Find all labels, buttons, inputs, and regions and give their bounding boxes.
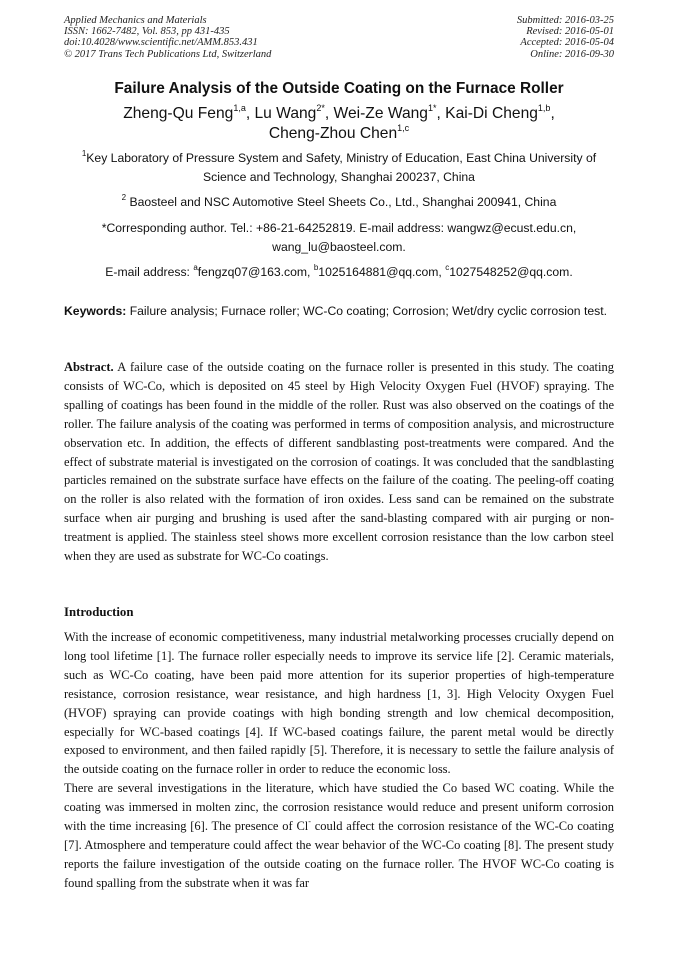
- section-heading: Introduction: [64, 605, 134, 619]
- paragraph: With the increase of economic competitiveness, many industrial metalworking processes crucially depend on long tool lifetime [1]. The furnace roller especially needs to improve its service life [2]. Ceramic materials, such as WC-Co coating, have been paid more attention for its superior properties of high-temperature resistance, corrosion resistance, wear resistance, and high hardness [1, 3]. High Velocity Oxygen Fuel (HVOF) spraying can provide coatings with high bonding strength and low chemical decomposition, especially for WC-based coatings [4]. If WC-based coatings failure, the parent metal would be directly exposed to environment, and then failed rapidly [5]. Therefore, it is necessary to settle the failure analysis of the outside coating on the furnace roller in order to reduce the economic loss.: [64, 630, 614, 777]
- paper-title: Failure Analysis of the Outside Coating on the Furnace Roller: [114, 80, 564, 97]
- introduction-body: [64, 628, 614, 893]
- date-submitted: Submitted: 2016-03-25: [516, 15, 614, 26]
- journal-info: [64, 15, 271, 60]
- journal-copyright: © 2017 Trans Tech Publications Ltd, Switzerland: [64, 48, 272, 60]
- journal-doi: doi:10.4028/www.scientific.net/AMM.853.431: [64, 37, 258, 49]
- author-list: [40, 104, 638, 144]
- date-online: Online: 2016-09-30: [530, 48, 614, 60]
- abstract: [64, 358, 614, 566]
- journal-issn: ISSN: 1662-7482, Vol. 853, pp 431-435: [64, 26, 230, 38]
- keywords: [64, 302, 614, 321]
- journal-name: Applied Mechanics and Materials: [64, 15, 207, 26]
- author: Zheng-Qu Feng$^{1,a}$,: [123, 103, 255, 122]
- keywords-label: Keywords:: [64, 304, 127, 318]
- abstract-text: A failure case of the outside coating on the furnace roller is presented in this study. The coating consists of WC-Co, which is deposited on 45 steel by High Velocity Oxygen Fuel (HVOF) spraying. The spalling of coatings has been found in the middle of the roller. Rust was also observed on the coatings of the roller. The failure analysis of the coating was performed in terms of composition analysis, and microstructure observation etc. In addition, the effects of different sandblasting post-treatments were compared. And the effect of substrate material is investigated on the corrosion of coatings. It was concluded that the sandblasting particles remained on the substrate surface have effects on the failure of the coating. The peeling-off coating on the roller is also related with the formation of iron oxides. Less sand can be remained on the substrate surface when air purging and brushing is used after the sand-blasting compared with air purging or non-treatment is applied. The stainless steel shows more excellent corrosion resistance than the low carbon steel when they are used as substrate for WC-Co coatings.: [64, 360, 614, 564]
- abstract-label: Abstract.: [64, 360, 114, 374]
- affiliation-1: $^1$Key Laboratory of Pressure System and Safety, Ministry of Education, East China University of Science and Technology, Shanghai 200237, China: [81, 149, 597, 184]
- author: Lu Wang$^{2*}$,: [254, 103, 334, 122]
- publication-dates: [517, 15, 614, 60]
- author: Wei-Ze Wang$^{1*}$,: [333, 103, 446, 122]
- affiliation-2: $^2$ Baosteel and NSC Automotive Steel Sheets Co., Ltd., Shanghai 200941, China: [121, 193, 557, 209]
- date-revised: Revised: 2016-05-01: [526, 26, 614, 38]
- paragraph: There are several investigations in the literature, which have studied the Co based WC coating. While the coating was immersed in molten zinc, the corrosion resistance would reduce and present uniform corrosion with the time increasing [6]. The presence of Cl- could affect the corrosion resistance of the WC-Co coating [7]. Atmosphere and temperature could affect the wear behavior of the WC-Co coating [8]. The present study reports the failure investigation of the outside coating on the furnace roller. The HVOF WC-Co coating is found spalling from the substrate when it was far: [64, 781, 614, 890]
- date-accepted: Accepted: 2016-05-04: [520, 37, 614, 49]
- author-emails: E-mail address: $^a$fengzq07@163.com, $^b$1025164881@qq.com, $^c$1027548252@qq.com.: [105, 263, 573, 279]
- author: Cheng-Zhou Chen$^{1,c}$: [268, 123, 410, 142]
- author: Kai-Di Cheng$^{1,b}$,: [445, 103, 555, 122]
- keywords-text: Failure analysis; Furnace roller; WC-Co coating; Corrosion; Wet/dry cyclic corrosion test.: [126, 304, 607, 318]
- corresponding-author: *Corresponding author. Tel.: +86-21-64252819. E-mail address: wangwz@ecust.edu.cn, wang_lu@baosteel.com.: [101, 221, 577, 254]
